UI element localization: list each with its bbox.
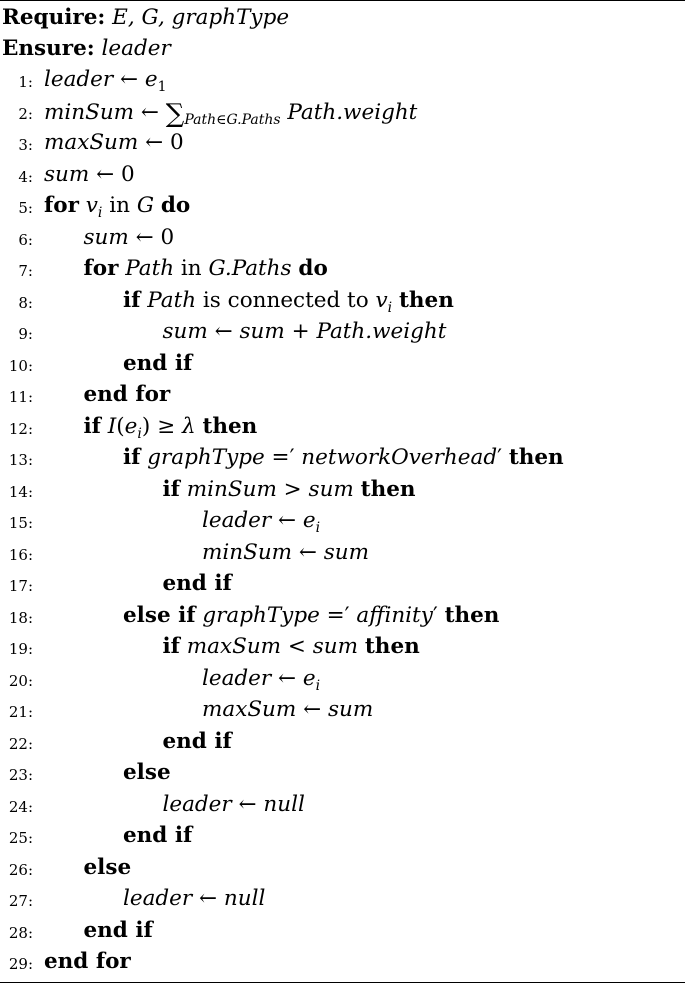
line-code: leader ← $e_i$	[202, 508, 321, 536]
line-number: 11:	[8, 388, 33, 406]
line-code: end for	[83, 382, 171, 407]
line-code: if $I(e_i) \ge \lambda$ then	[83, 413, 258, 442]
require-value: E, G, graphType	[112, 5, 290, 30]
line-code: else	[123, 760, 171, 785]
line-number: 7:	[18, 262, 33, 280]
line-number: 17:	[8, 577, 33, 595]
line-number: 25:	[8, 829, 33, 847]
line-number: 1:	[18, 73, 33, 91]
line-code: for Path in G.Paths do	[83, 256, 328, 281]
line-code: leader ← $e_1$	[44, 67, 167, 95]
line-number: 9:	[18, 325, 33, 343]
line-number: 27:	[8, 892, 33, 910]
line-number: 13:	[8, 451, 33, 469]
line-code: sum ← 0	[83, 224, 175, 250]
line-number: 26:	[8, 860, 33, 879]
line-code: end for	[44, 949, 131, 974]
line-number: 2:	[18, 104, 33, 123]
line-number: 24:	[8, 797, 33, 816]
require-label: Require:	[2, 5, 106, 30]
ensure-line	[2, 36, 171, 61]
ensure-label: Ensure:	[2, 36, 95, 61]
line-code: end if	[123, 823, 193, 848]
line-number: 20:	[8, 671, 33, 690]
line-code: minSum ← sum	[202, 539, 370, 565]
line-code: if graphType =′ networkOverhead′ then	[123, 445, 564, 470]
line-number: 16:	[8, 545, 33, 564]
line-code: end if	[123, 350, 193, 376]
line-code: end if	[162, 728, 232, 754]
ensure-value: leader	[101, 36, 171, 61]
line-code: sum ← 0	[44, 161, 135, 187]
line-number: 14:	[8, 482, 33, 501]
line-code: leader ← $e_i$	[202, 665, 321, 694]
line-number: 6:	[18, 230, 33, 249]
line-number: 23:	[8, 766, 33, 784]
line-code: minSum ← $\sum_{Path\in G.Paths}$ Path.weight	[44, 98, 418, 129]
line-number: 18:	[8, 608, 33, 627]
line-code: sum ← sum + Path.weight	[162, 319, 447, 344]
line-number: 22:	[8, 734, 33, 753]
line-code: leader ← null	[162, 791, 305, 817]
line-code: leader ← null	[123, 886, 266, 911]
line-number: 29:	[8, 955, 33, 973]
line-number: 21:	[8, 703, 33, 721]
line-code: else if graphType =′ affinity′ then	[123, 602, 500, 628]
line-code: else	[83, 854, 132, 880]
require-line	[2, 5, 289, 30]
line-code: if minSum > sum then	[162, 476, 416, 502]
line-code: for $v_i$ in G do	[44, 193, 191, 221]
line-code: if Path is connected to $v_i$ then	[123, 287, 454, 316]
line-number: 12:	[8, 419, 33, 438]
line-number: 8:	[18, 293, 33, 312]
line-code: maxSum ← sum	[202, 697, 374, 722]
line-code: if maxSum < sum then	[162, 634, 420, 659]
line-number: 4:	[18, 167, 33, 186]
line-code: end if	[162, 571, 232, 596]
line-code: maxSum ← 0	[44, 130, 184, 155]
line-code: end if	[83, 917, 153, 943]
line-number: 5:	[18, 199, 33, 217]
line-number: 28:	[8, 923, 33, 942]
line-number: 15:	[8, 514, 33, 532]
line-number: 10:	[8, 356, 33, 375]
line-number: 19:	[8, 640, 33, 658]
line-number: 3:	[18, 136, 33, 154]
